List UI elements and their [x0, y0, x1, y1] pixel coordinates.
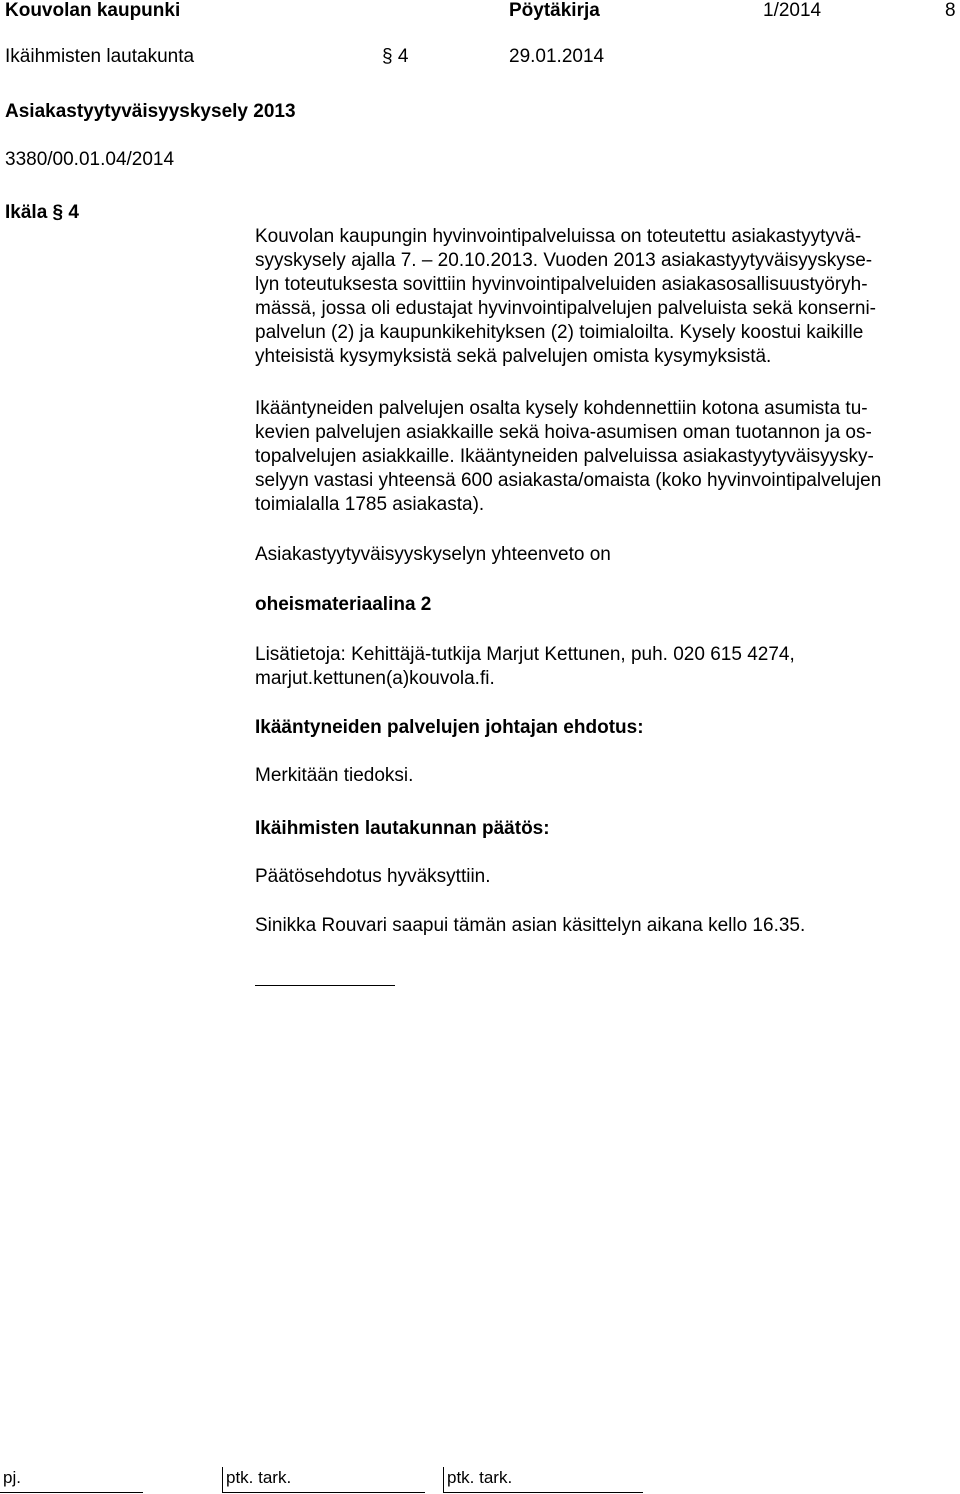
paragraph-2 — [255, 397, 955, 517]
paragraph-2-line: toimialalla 1785 asiakasta). — [255, 494, 485, 515]
paragraph-1 — [255, 225, 955, 369]
footer-chair-label: pj. — [3, 1468, 21, 1487]
footer-checker-2-signature — [443, 1467, 643, 1493]
attachment-reference: oheismateriaalina 2 — [255, 594, 432, 615]
decision-heading: Ikäihmisten lautakunnan päätös: — [255, 818, 550, 839]
organization-name: Kouvolan kaupunki — [5, 0, 181, 21]
decision-text: Päätösehdotus hyväksyttiin. — [255, 866, 491, 887]
note-text: Sinikka Rouvari saapui tämän asian käsittelyn aikana kello 16.35. — [255, 915, 806, 936]
document-type: Pöytäkirja — [509, 0, 600, 21]
paragraph-2-line: selyyn vastasi yhteensä 600 asiakasta/omaista (koko hyvinvointipalvelujen — [255, 470, 882, 491]
page-number: 8 — [945, 0, 956, 21]
meeting-date: 29.01.2014 — [509, 46, 605, 67]
paragraph-1-line: Kouvolan kaupungin hyvinvointipalveluissa on toteutettu asiakastyytyvä- — [255, 226, 862, 247]
proposal-heading: Ikääntyneiden palvelujen johtajan ehdotus: — [255, 717, 644, 738]
paragraph-2-line: topalvelujen asiakkaille. Ikääntyneiden palveluissa asiakastyytyväisyysky- — [255, 446, 874, 467]
section-number: § 4 — [382, 46, 409, 67]
contact-line: marjut.kettunen(a)kouvola.fi. — [255, 668, 495, 689]
footer-checker-1-label: ptk. tark. — [226, 1468, 292, 1487]
paragraph-1-line: palvelun (2) ja kaupunkikehityksen (2) toimialoilta. Kysely koostui kaikille — [255, 322, 864, 343]
summary-text: Asiakastyytyväisyyskyselyn yhteenveto on — [255, 544, 611, 565]
footer-chair-signature — [0, 1467, 143, 1493]
item-reference: 3380/00.01.04/2014 — [5, 149, 175, 170]
footer-checker-1-signature — [222, 1467, 425, 1493]
paragraph-1-line: lyn toteutuksesta sovittiin hyvinvointipalveluiden asiakasosallisuustyöryh- — [255, 274, 868, 295]
paragraph-2-line: kevien palvelujen asiakkaille sekä hoiva-asumisen oman tuotannon ja os- — [255, 422, 872, 443]
footer-checker-2-label: ptk. tark. — [447, 1468, 513, 1487]
paragraph-1-line: yhteisistä kysymyksistä sekä palvelujen omista kysymyksistä. — [255, 346, 772, 367]
paragraph-1-line: mässä, jossa oli edustajat hyvinvointipalvelujen palveluista sekä konserni- — [255, 298, 876, 319]
committee-name: Ikäihmisten lautakunta — [5, 46, 195, 67]
contact-line: Lisätietoja: Kehittäjä-tutkija Marjut Kettunen, puh. 020 615 4274, — [255, 644, 795, 665]
separator-line — [255, 985, 395, 986]
proposal-text: Merkitään tiedoksi. — [255, 765, 414, 786]
paragraph-2-line: Ikääntyneiden palvelujen osalta kysely kohdennettiin kotona asumista tu- — [255, 398, 868, 419]
paragraph-1-line: syyskysely ajalla 7. – 20.10.2013. Vuoden 2013 asiakastyytyväisyyskyse- — [255, 250, 873, 271]
item-title: Asiakastyytyväisyyskysely 2013 — [5, 101, 296, 122]
item-label: Ikäla § 4 — [5, 202, 79, 223]
contact-info — [255, 643, 955, 691]
document-number: 1/2014 — [763, 0, 822, 21]
